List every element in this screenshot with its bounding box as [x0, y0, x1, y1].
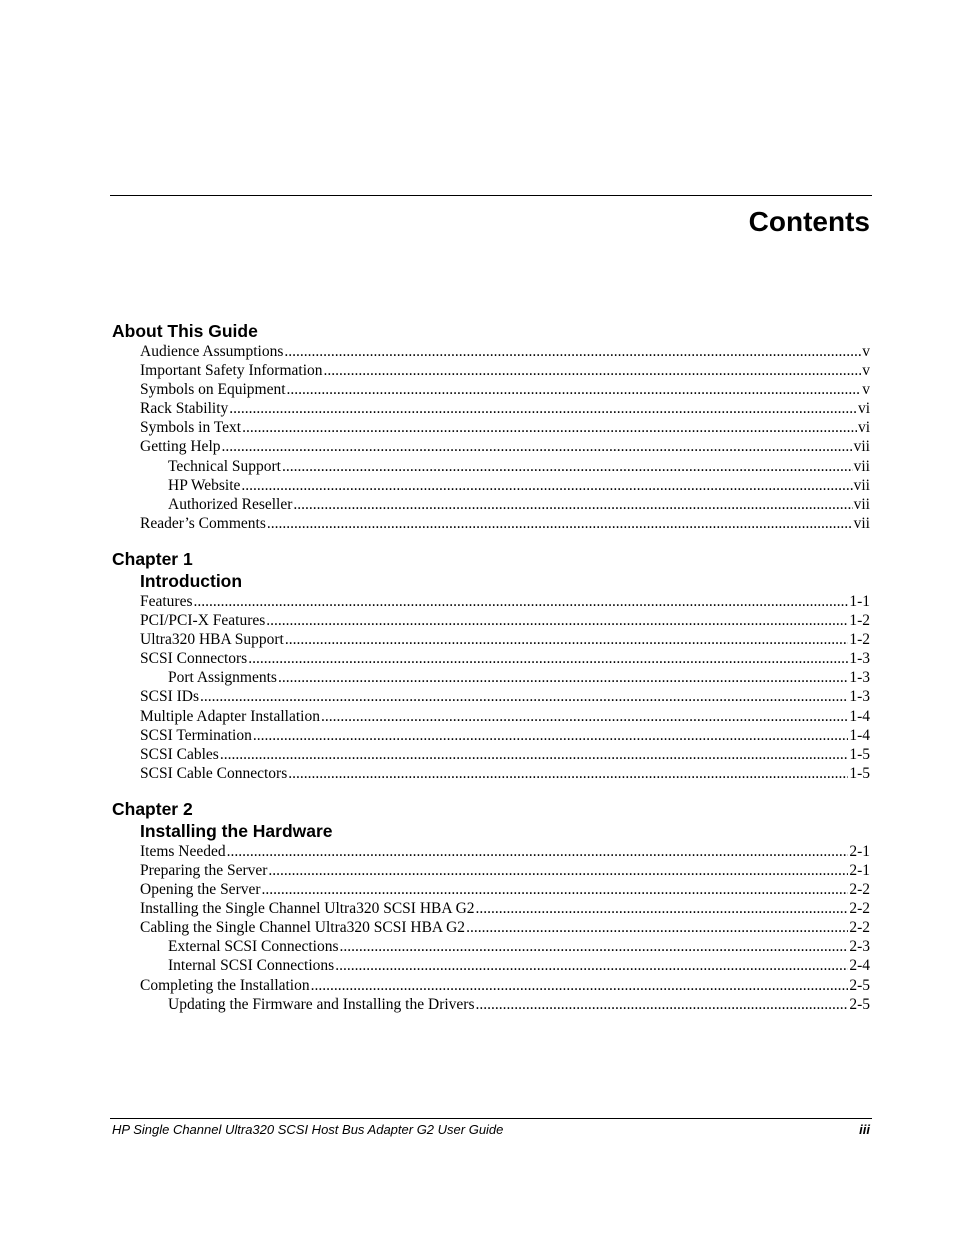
- dot-leader: [466, 918, 848, 937]
- toc-entry[interactable]: [112, 361, 870, 380]
- toc-entry[interactable]: [112, 745, 870, 764]
- toc-entry-list: [112, 342, 870, 533]
- toc-entry[interactable]: [112, 592, 870, 611]
- toc-entry-label: Internal SCSI Connections: [168, 957, 335, 975]
- dot-leader: [340, 937, 849, 956]
- dot-leader: [253, 726, 848, 745]
- toc-entry-page: vii: [853, 514, 870, 532]
- table-of-contents: [112, 320, 870, 1029]
- toc-entry[interactable]: [112, 611, 870, 630]
- toc-entry-label: HP Website: [168, 476, 241, 494]
- dot-leader: [241, 476, 852, 495]
- toc-entry[interactable]: [112, 418, 870, 437]
- toc-entry[interactable]: [112, 995, 870, 1014]
- toc-section: [112, 548, 870, 783]
- toc-section-heading: Chapter 1: [112, 548, 193, 569]
- dot-leader: [285, 630, 849, 649]
- toc-entry-page: 1-3: [849, 688, 870, 706]
- dot-leader: [248, 649, 848, 668]
- toc-section-heading: About This Guide: [112, 321, 258, 341]
- dot-leader: [222, 437, 853, 456]
- toc-entry-page: 2-2: [849, 881, 870, 899]
- toc-chapter-title: Introduction: [140, 570, 243, 591]
- toc-entry-label: Symbols in Text: [140, 419, 242, 437]
- toc-section: [112, 320, 870, 533]
- toc-entry-label: Technical Support: [168, 457, 281, 475]
- toc-entry-label: Important Safety Information: [140, 362, 323, 380]
- toc-entry-list: [112, 842, 870, 1014]
- toc-entry-label: Ultra320 HBA Support: [140, 631, 284, 649]
- toc-entry[interactable]: [112, 937, 870, 956]
- toc-entry[interactable]: [112, 707, 870, 726]
- dot-leader: [321, 707, 848, 726]
- toc-entry-page: vii: [853, 457, 870, 475]
- toc-entry-page: 2-4: [849, 957, 870, 975]
- toc-entry-page: 1-3: [849, 650, 870, 668]
- toc-entry-page: v: [862, 362, 870, 380]
- toc-entry-page: 1-5: [849, 745, 870, 763]
- toc-entry-page: 2-1: [849, 861, 870, 879]
- dot-leader: [324, 361, 862, 380]
- toc-entry[interactable]: [112, 380, 870, 399]
- toc-entry-label: Getting Help: [140, 438, 221, 456]
- toc-entry[interactable]: [112, 956, 870, 975]
- dot-leader: [287, 380, 862, 399]
- toc-entry[interactable]: [112, 687, 870, 706]
- toc-entry-page: 2-1: [849, 842, 870, 860]
- dot-leader: [476, 899, 849, 918]
- toc-entry[interactable]: [112, 918, 870, 937]
- toc-entry-page: 1-5: [849, 764, 870, 782]
- toc-entry[interactable]: [112, 764, 870, 783]
- toc-entry-label: Multiple Adapter Installation: [140, 707, 320, 725]
- header-rule: [110, 195, 872, 196]
- toc-entry[interactable]: [112, 668, 870, 687]
- page-title: Contents: [748, 206, 870, 237]
- toc-entry-label: External SCSI Connections: [168, 938, 339, 956]
- toc-entry[interactable]: [112, 899, 870, 918]
- toc-entry-page: 1-3: [849, 669, 870, 687]
- dot-leader: [267, 514, 853, 533]
- toc-entry-label: Items Needed: [140, 842, 226, 860]
- toc-entry-label: Installing the Single Channel Ultra320 SCSI HBA G2: [140, 900, 475, 918]
- toc-entry-label: Audience Assumptions: [140, 343, 284, 360]
- toc-entry-label: SCSI Cable Connectors: [140, 764, 288, 782]
- dot-leader: [293, 495, 852, 514]
- toc-entry-label: Preparing the Server: [140, 861, 268, 879]
- toc-entry-page: 1-4: [849, 726, 870, 744]
- toc-entry[interactable]: [112, 861, 870, 880]
- toc-entry-page: 1-4: [849, 707, 870, 725]
- toc-entry-page: 1-1: [849, 592, 870, 610]
- dot-leader: [242, 418, 857, 437]
- toc-entry-label: Authorized Reseller: [168, 495, 293, 513]
- toc-entry-page: 2-5: [849, 995, 870, 1013]
- toc-entry-page: 2-3: [849, 938, 870, 956]
- toc-entry[interactable]: [112, 437, 870, 456]
- toc-entry-page: 2-2: [849, 900, 870, 918]
- toc-entry-label: Symbols on Equipment: [140, 381, 286, 399]
- toc-entry-list: [112, 592, 870, 783]
- toc-section: [112, 798, 870, 1014]
- toc-entry[interactable]: [112, 342, 870, 361]
- toc-entry[interactable]: [112, 842, 870, 861]
- toc-entry[interactable]: [112, 649, 870, 668]
- toc-entry-label: PCI/PCI-X Features: [140, 612, 266, 630]
- dot-leader: [220, 745, 849, 764]
- dot-leader: [200, 687, 848, 706]
- dot-leader: [229, 399, 857, 418]
- footer-rule: [110, 1118, 872, 1119]
- dot-leader: [475, 995, 848, 1014]
- toc-chapter-title: Installing the Hardware: [140, 820, 333, 841]
- toc-entry-label: Updating the Firmware and Installing the Drivers: [168, 995, 475, 1013]
- toc-entry[interactable]: [112, 976, 870, 995]
- dot-leader: [194, 592, 849, 611]
- toc-entry[interactable]: [112, 880, 870, 899]
- dot-leader: [227, 842, 849, 861]
- toc-entry-page: vii: [853, 438, 870, 456]
- toc-entry-page: vi: [857, 419, 870, 437]
- toc-entry[interactable]: [112, 630, 870, 649]
- toc-entry-page: v: [862, 343, 870, 360]
- toc-entry-label: Reader’s Comments: [140, 514, 266, 532]
- toc-entry-label: Features: [140, 592, 193, 610]
- toc-entry-page: 1-2: [849, 631, 870, 649]
- dot-leader: [311, 976, 849, 995]
- toc-entry-label: Completing the Installation: [140, 976, 310, 994]
- toc-entry-label: Opening the Server: [140, 881, 261, 899]
- dot-leader: [288, 764, 848, 783]
- dot-leader: [268, 861, 848, 880]
- toc-entry[interactable]: [112, 514, 870, 533]
- toc-entry[interactable]: [112, 457, 870, 476]
- dot-leader: [335, 956, 848, 975]
- toc-entry[interactable]: [112, 399, 870, 418]
- dot-leader: [282, 457, 853, 476]
- toc-entry-label: Rack Stability: [140, 400, 229, 418]
- toc-entry-label: SCSI Termination: [140, 726, 252, 744]
- toc-entry-page: v: [862, 381, 870, 399]
- dot-leader: [262, 880, 849, 899]
- toc-entry[interactable]: [112, 726, 870, 745]
- footer-page-number: iii: [859, 1122, 870, 1137]
- dot-leader: [278, 668, 848, 687]
- toc-section-heading: Chapter 2: [112, 798, 193, 819]
- toc-entry-label: SCSI Cables: [140, 745, 219, 763]
- dot-leader: [284, 342, 861, 361]
- dot-leader: [266, 611, 848, 630]
- toc-entry-page: 2-5: [849, 976, 870, 994]
- toc-entry-page: vii: [853, 476, 870, 494]
- toc-entry-page: 1-2: [849, 612, 870, 630]
- toc-entry-label: Cabling the Single Channel Ultra320 SCSI HBA G2: [140, 919, 466, 937]
- footer-document-title: HP Single Channel Ultra320 SCSI Host Bus Adapter G2 User Guide: [112, 1122, 504, 1137]
- toc-entry-page: vi: [857, 400, 870, 418]
- toc-entry[interactable]: [112, 476, 870, 495]
- toc-entry-label: SCSI Connectors: [140, 650, 248, 668]
- toc-entry[interactable]: [112, 495, 870, 514]
- toc-entry-page: 2-2: [849, 919, 870, 937]
- toc-entry-page: vii: [853, 495, 870, 513]
- toc-entry-label: SCSI IDs: [140, 688, 200, 706]
- toc-entry-label: Port Assignments: [168, 669, 277, 687]
